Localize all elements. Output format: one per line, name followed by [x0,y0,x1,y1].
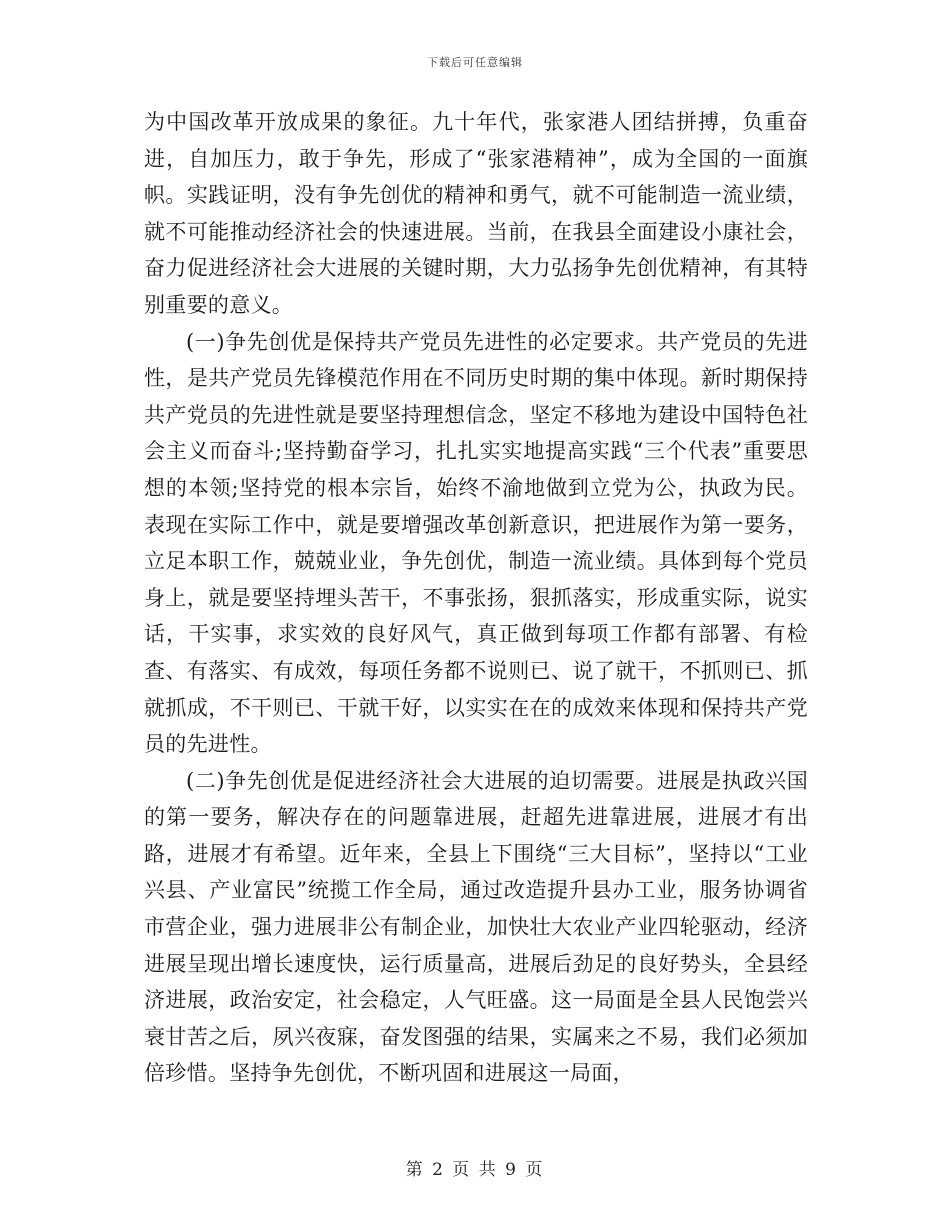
page-header: 下载后可任意编辑 [427,56,523,69]
paragraph-continuation: 为中国改革开放成果的象征。九十年代，张家港人团结拼搏，负重奋进，自加压力，敢于争先，形成了“张家港精神”，成为全国的一面旗帜。实践证明，没有争先创优的精神和勇气，就不可能制造一流业绩，就不可能推动经济社会的快速进展。当前，在我县全面建设小康社会，奋力促进经济社会大进展的关键时期，大力弘扬争先创优精神，有其特别重要的意义。 [144,110,808,317]
page-number-footer: 第 2 页 共 9 页 [405,1160,545,1180]
paragraph-section-two: (二)争先创优是促进经济社会大进展的迫切需要。进展是执政兴国的第一要务，解决存在的问题靠进展，赶超先进靠进展，进展才有出路，进展才有希望。近年来，全县上下围绕“三大目标”，坚持以“工业兴县、产业富民”统揽工作全局，通过改造提升县办工业，服务协调省市营企业，强力进展非公有制企业，加快壮大农业产业四轮驱动，经济进展呈现出增长速度快，运行质量高，进展后劲足的良好势头，全县经济进展，政治安定，社会稳定，人气旺盛。这一局面是全县人民饱尝兴衰甘苦之后，夙兴夜寐，奋发图强的结果，实属来之不易，我们必须加倍珍惜。坚持争先创优，不断巩固和进展这一局面， [144,768,808,1086]
paragraph-section-one: (一)争先创优是保持共产党员先进性的必定要求。共产党员的先进性，是共产党员先锋模范作用在不同历史时期的集中体现。新时期保持共产党员的先进性就是要坚持理想信念，坚定不移地为建设中国特色社会主义而奋斗;坚持勤奋学习，扎扎实实地提高实践“三个代表”重要思想的本领;坚持党的根本宗旨，始终不渝地做到立党为公，执政为民。表现在实际工作中，就是要增强改革创新意识，把进展作为第一要务，立足本职工作，兢兢业业，争先创优，制造一流业绩。具体到每个党员身上，就是要坚持埋头苦干，不事张扬，狠抓落实，形成重实际，说实话，干实事，求实效的良好风气，真正做到每项工作都有部署、有检查、有落实、有成效，每项任务都不说则已、说了就干，不抓则已、抓就抓成，不干则已、干就干好，以实实在在的成效来体现和保持共产党员的先进性。 [144,329,808,757]
document-body [144,104,808,1092]
